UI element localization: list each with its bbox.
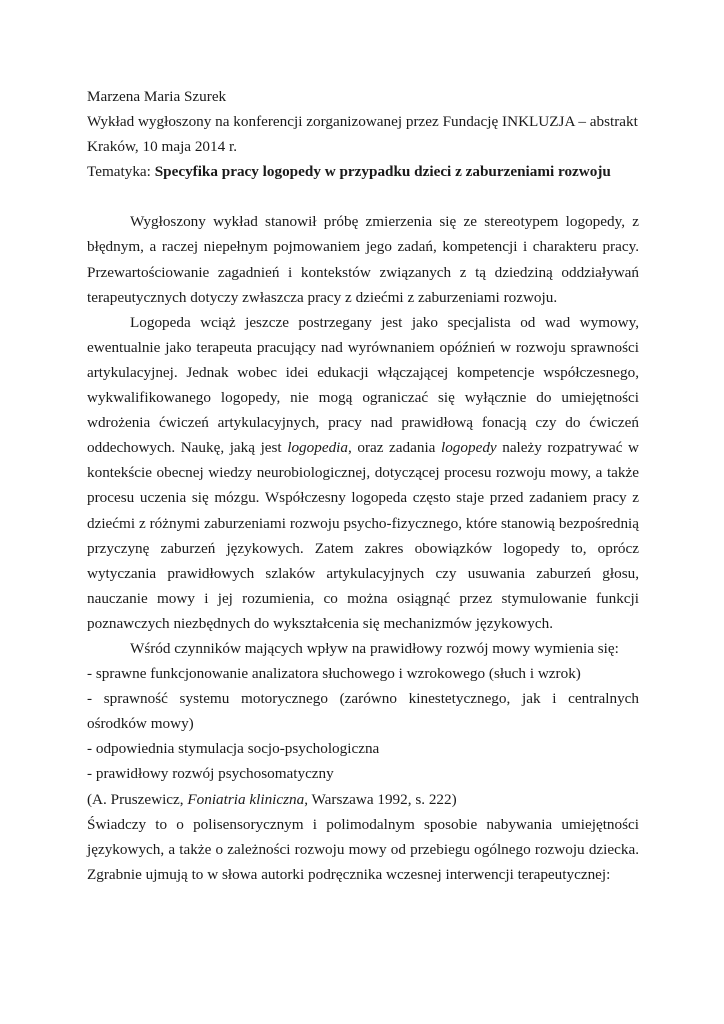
paragraph-conclusion: Świadczy to o polisensorycznym i polimodalnym sposobie nabywania umiejętności językowych, a także o zależności rozwoju mowy od przebiegu ogólnego rozwoju dziecka. Zgrabnie ujmują to w słowa autorki podręcznika wczesnej interwencji terapeutycznej: xyxy=(87,815,639,883)
topic-line xyxy=(87,159,639,184)
citation xyxy=(87,787,639,812)
citation-author: (A. Pruszewicz, xyxy=(87,790,188,808)
spacer xyxy=(87,184,639,209)
document-page xyxy=(87,84,639,887)
author-name: Marzena Maria Szurek xyxy=(87,88,227,105)
list-item: - prawidłowy rozwój psychosomatyczny xyxy=(87,765,334,783)
list-item: - odpowiednia stymulacja socjo-psychologiczna xyxy=(87,740,380,758)
citation-title: Foniatria kliniczna xyxy=(187,790,305,808)
paragraph-factors-intro: Wśród czynników mających wpływ na prawidłowy rozwój mowy wymienia się: xyxy=(130,639,619,657)
paragraph-intro: Wygłoszony wykład stanowił próbę zmierzenia się ze stereotypem logopedy, z błędnym, a raczej niepełnym pojmowaniem jego zadań, kompetencji i charakteru pracy. Przewartościowanie zagadnień i kontekstów związanych z tą dziedziną oddziaływań terapeutycznych dotyczy zwłaszcza pracy z dziećmi z zaburzeniami rozwoju. xyxy=(87,213,639,306)
list-item: - sprawność systemu motorycznego (zarówno kinestetycznego, jak i centralnych ośrodków mowy) xyxy=(87,690,639,733)
paragraph-text: Logopeda wciąż jeszcze postrzegany jest jako specjalista od wad wymowy, ewentualnie jako terapeuta pracujący nad wyrównaniem opóźnień w rozwoju sprawności artykulacyjnej. Jednak wobec idei edukacji włączającej kompetencje współczesnego, wykwalifikowanego logopedy, nie mogą ograniczać się wyłącznie do umiejętności wdrożenia ćwiczeń artykulacyjnych, pracy nad prawidłową fonacją czy do ćwiczeń oddechowych. Naukę, jaką jest xyxy=(87,313,639,457)
paragraph-text: , oraz zadania xyxy=(347,439,441,457)
italic-term-logopedy: logopedy xyxy=(440,439,497,457)
citation-details: , Warszawa 1992, s. 222) xyxy=(304,790,457,808)
event-line: Wykład wygłoszony na konferencji zorganizowanej przez Fundację INKLUZJA – abstrakt xyxy=(87,113,638,131)
place-date: Kraków, 10 maja 2014 r. xyxy=(87,138,238,156)
paragraph-text: należy rozpatrywać w kontekście obecnej wiedzy neurobiologicznej, dotyczącej procesu rozwoju mowy, a także procesu uczenia się mózgu. Współczesny logopeda często staje przed zadaniem pracy z dziećmi z różnymi zaburzeniami rozwoju psycho-fizycznego, które stanowią bezpośrednią przyczynę zaburzeń językowych. Zatem zakres obowiązków logopedy to, oprócz wytyczania prawidłowych szlaków artykulacyjnych czy usuwania zaburzeń głosu, nauczanie mowy i jej rozumienia, co można osiągnąć przez stymulowanie funkcji poznawczych niezbędnych do wykształcenia się mechanizmów językowych. xyxy=(87,439,639,632)
topic-title: Specyfika pracy logopedy w przypadku dzieci z zaburzeniami rozwoju xyxy=(154,163,611,181)
topic-label: Tematyka: xyxy=(87,163,151,181)
paragraph-logopeda xyxy=(87,310,639,636)
list-item: - sprawne funkcjonowanie analizatora słuchowego i wzrokowego (słuch i wzrok) xyxy=(87,665,581,683)
italic-term-logopedia: logopedia xyxy=(287,439,348,457)
